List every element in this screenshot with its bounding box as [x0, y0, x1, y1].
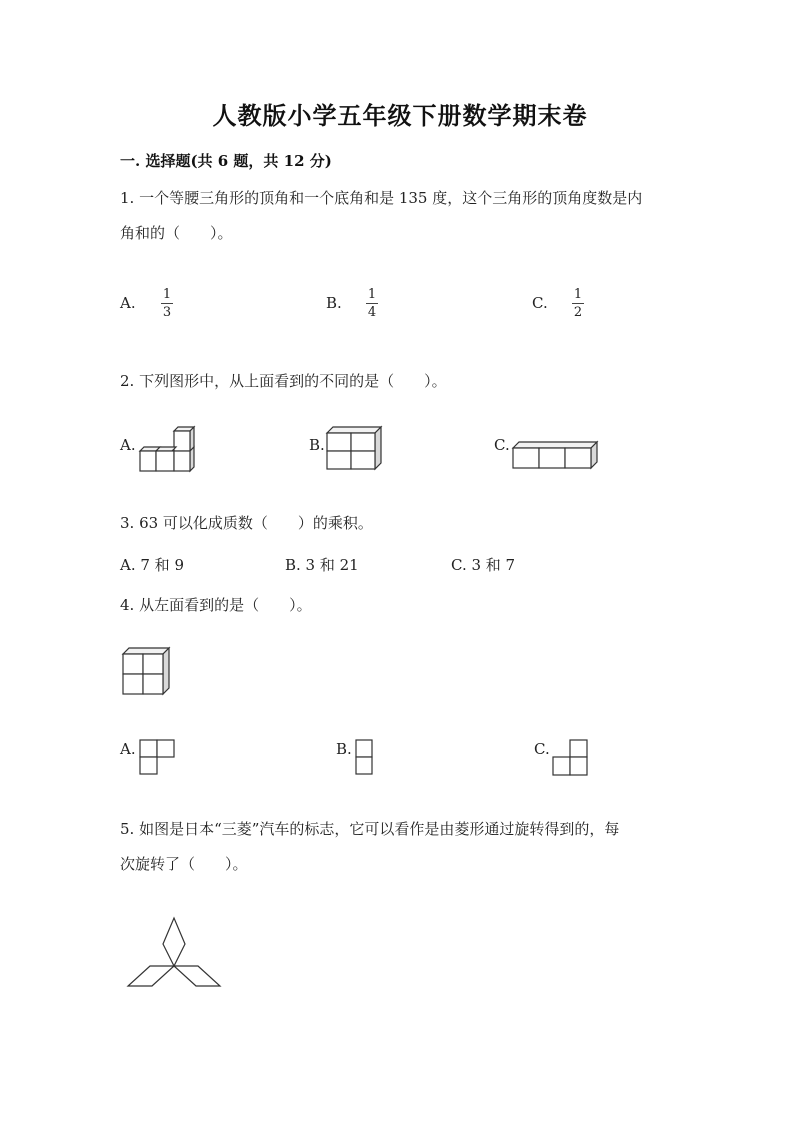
fraction-bar	[161, 303, 173, 304]
q1-option-c-fraction	[572, 287, 584, 320]
q2-option-a-cubes-figure	[136, 425, 198, 473]
q2-option-a[interactable]	[120, 436, 136, 454]
question-5-line-1: 5. 如图是日本“三菱”汽车的标志，它可以看作是由菱形通过旋转得到的，每	[120, 820, 620, 838]
question-4: 4. 从左面看到的是（ ）。	[120, 596, 312, 614]
fraction-numerator: 1	[573, 287, 583, 302]
mitsubishi-logo-figure	[124, 914, 224, 990]
fraction-numerator: 1	[367, 287, 377, 302]
fraction-denominator: 3	[162, 305, 172, 320]
q1-option-a-label: A.	[120, 294, 136, 312]
q4-option-a-label: A.	[120, 740, 136, 758]
fraction-denominator: 4	[367, 305, 377, 320]
q2-option-b-label: B.	[309, 436, 325, 454]
q4-option-a-view-figure	[139, 739, 175, 775]
question-1-line-2: 角和的（ ）。	[120, 224, 233, 242]
fraction-bar	[572, 303, 584, 304]
q3-option-b[interactable]: B. 3 和 21	[285, 556, 359, 574]
q3-option-a[interactable]: A. 7 和 9	[120, 556, 184, 574]
q4-option-c[interactable]	[534, 740, 550, 758]
q4-option-c-label: C.	[534, 740, 550, 758]
q2-option-c-cubes-figure	[509, 440, 599, 472]
q2-option-a-label: A.	[120, 436, 136, 454]
q3-option-c[interactable]: C. 3 和 7	[451, 556, 516, 574]
fraction-numerator: 1	[162, 287, 172, 302]
q4-option-c-view-figure	[551, 739, 589, 777]
q1-option-a[interactable]	[120, 294, 136, 312]
q1-option-c[interactable]	[532, 294, 548, 312]
q4-option-b-view-figure	[355, 739, 373, 775]
fraction-denominator: 2	[573, 305, 583, 320]
q2-option-b-cubes-figure	[323, 425, 383, 471]
q2-option-c-label: C.	[494, 436, 510, 454]
q1-option-b-fraction	[366, 287, 378, 320]
question-3: 3. 63 可以化成质数（ ）的乘积。	[120, 514, 373, 532]
section-heading: 一. 选择题(共 6 题，共 12 分)	[120, 152, 332, 170]
q4-option-b[interactable]	[336, 740, 352, 758]
question-2: 2. 下列图形中，从上面看到的不同的是（ ）。	[120, 372, 447, 390]
question-5-line-2: 次旋转了（ ）。	[120, 855, 248, 873]
q4-cube-stack-figure	[120, 645, 172, 697]
question-1-line-1: 1. 一个等腰三角形的顶角和一个底角和是 135 度，这个三角形的顶角度数是内	[120, 189, 643, 207]
q1-option-c-label: C.	[532, 294, 548, 312]
q1-option-a-fraction	[161, 287, 173, 320]
q4-option-a[interactable]	[120, 740, 136, 758]
q1-option-b[interactable]	[326, 294, 342, 312]
q4-option-b-label: B.	[336, 740, 352, 758]
page-title: 人教版小学五年级下册数学期末卷	[212, 101, 588, 130]
fraction-bar	[366, 303, 378, 304]
q2-option-c[interactable]	[494, 436, 510, 454]
q1-option-b-label: B.	[326, 294, 342, 312]
